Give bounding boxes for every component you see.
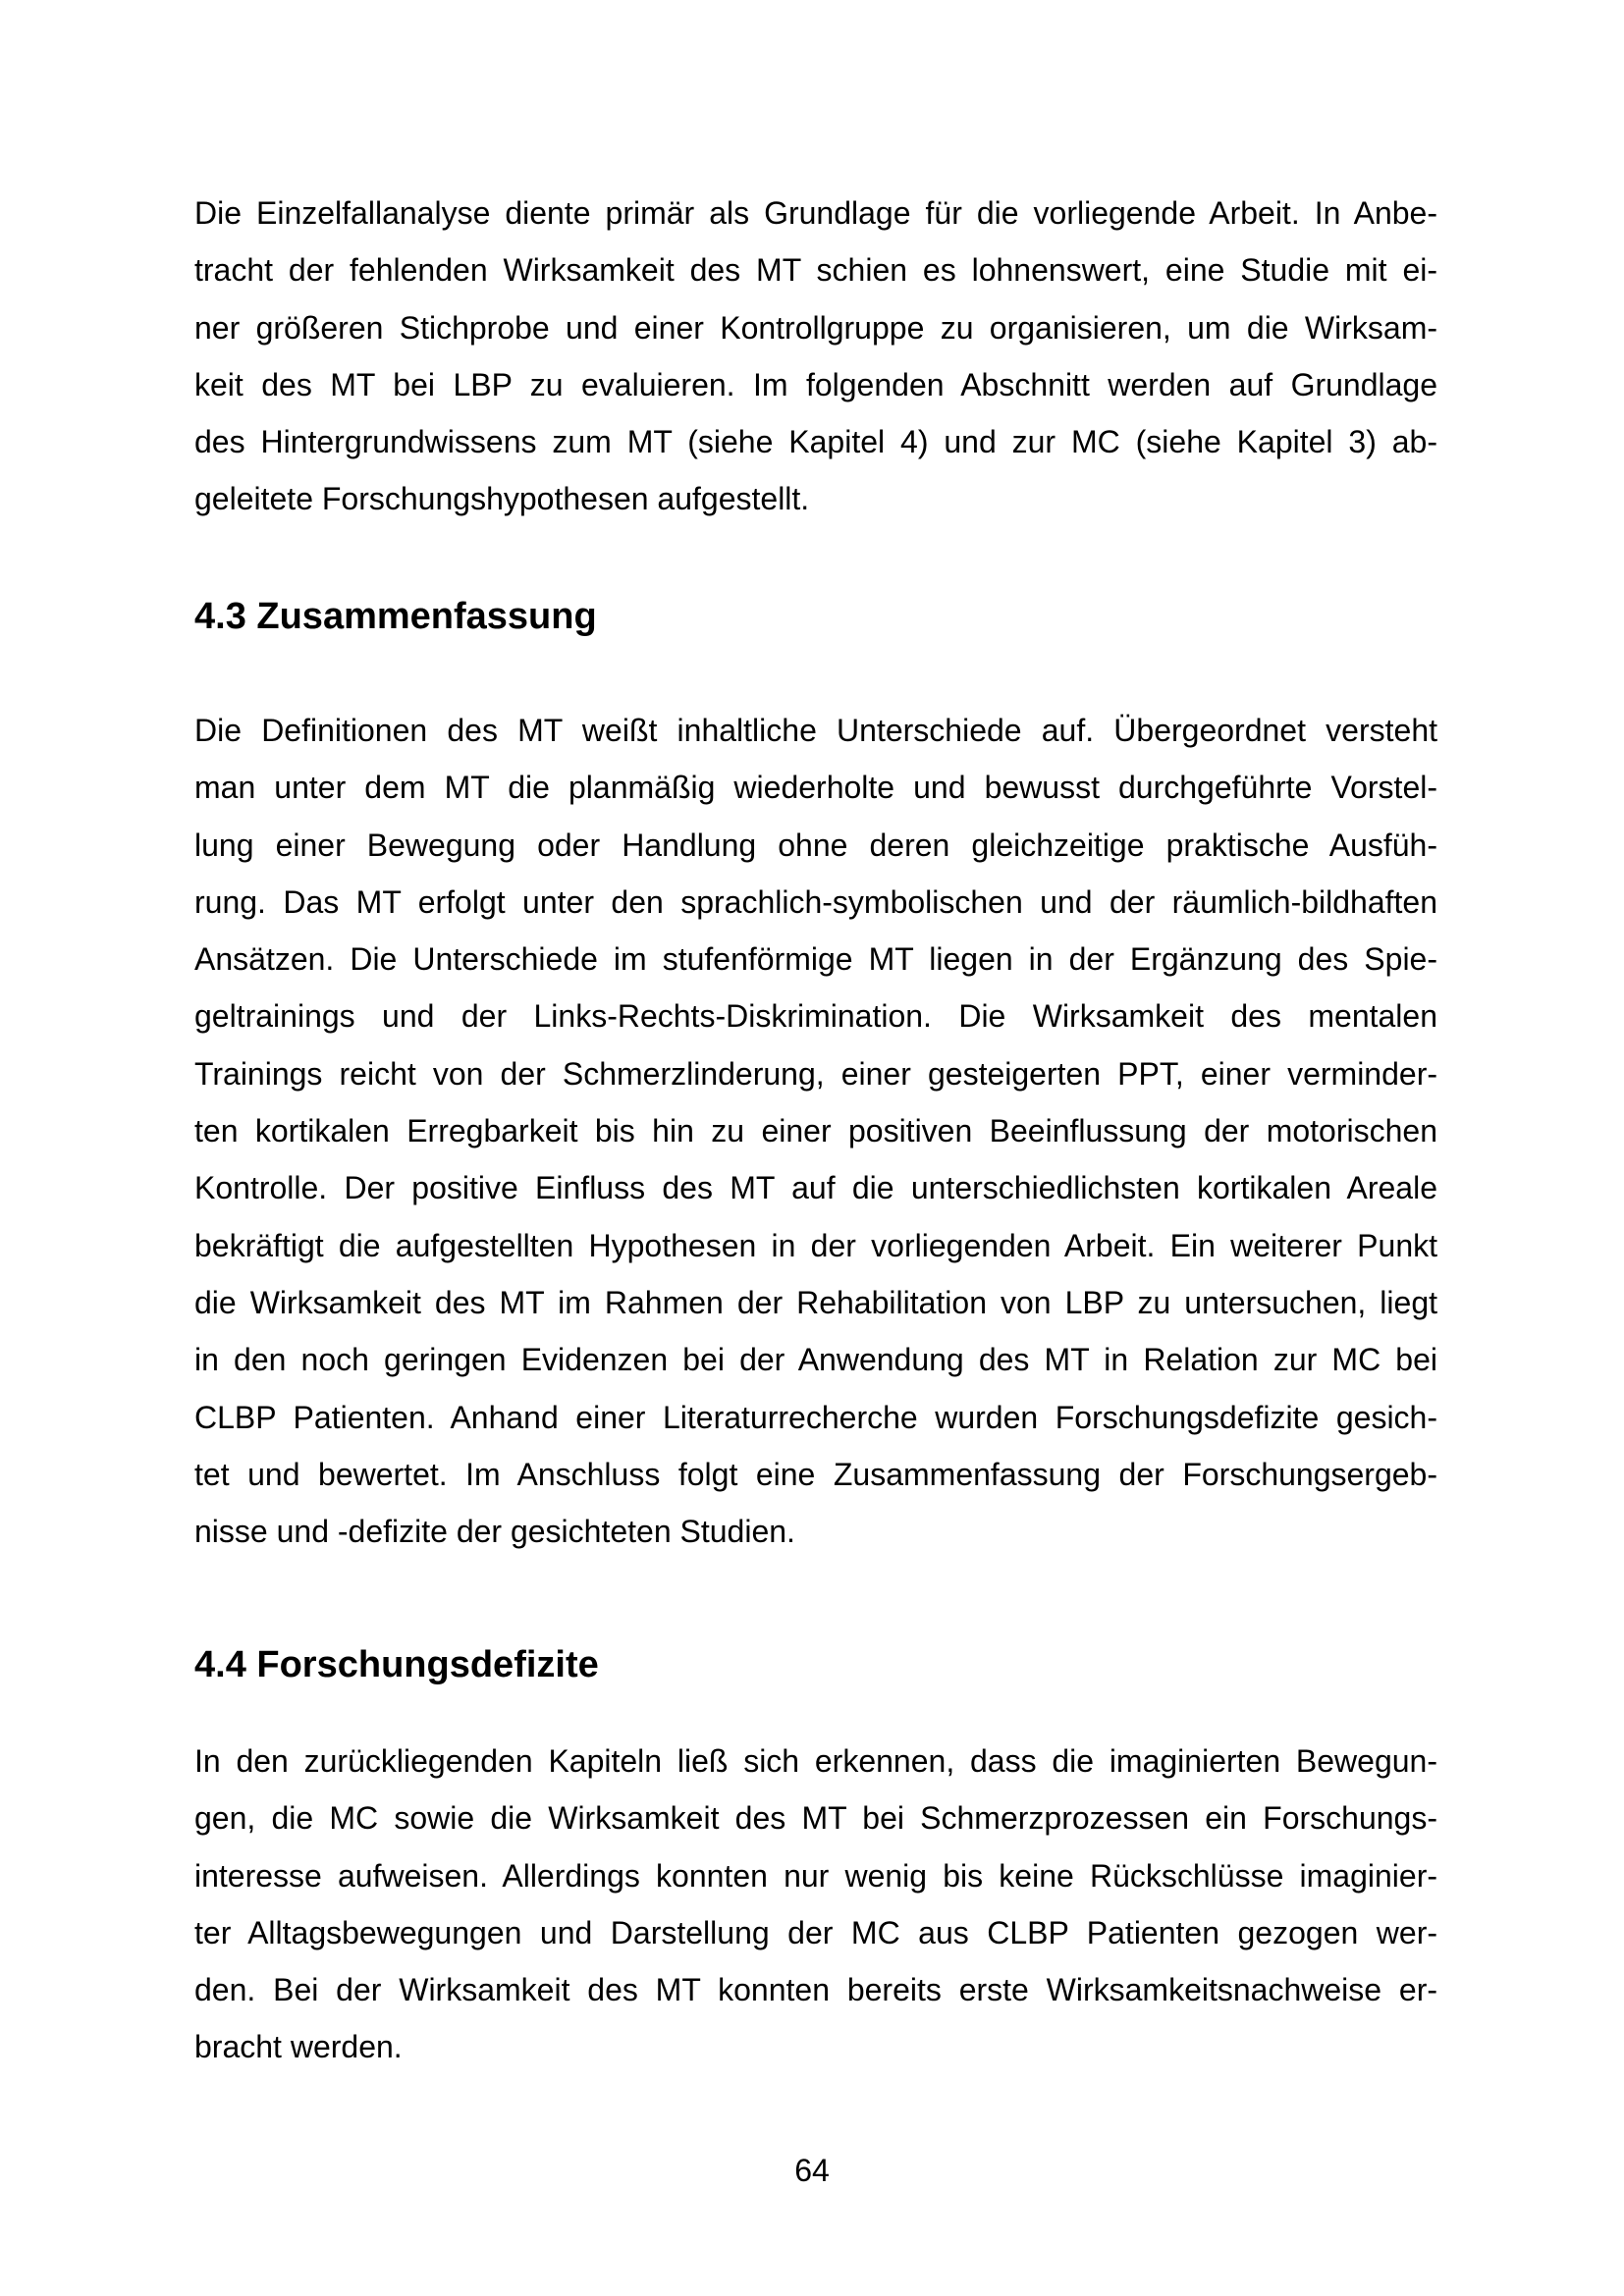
text-line: ter Alltagsbewegungen und Darstellung der MC aus CLBP Patienten gezogen wer- — [194, 1914, 1437, 1950]
text-line: ten kortikalen Erregbarkeit bis hin zu einer positiven Beeinflussung der motorischen — [194, 1113, 1437, 1149]
page-number: 64 — [794, 2153, 830, 2188]
text-line: Kontrolle. Der positive Einfluss des MT auf die unterschiedlichsten kortikalen Areale — [194, 1170, 1437, 1206]
text-line: ner größeren Stichprobe und einer Kontrollgruppe zu organisieren, um die Wirksam- — [194, 309, 1437, 346]
text-line: die Wirksamkeit des MT im Rahmen der Rehabilitation von LBP zu untersuchen, liegt — [194, 1284, 1437, 1320]
text-line: den. Bei der Wirksamkeit des MT konnten bereits erste Wirksamkeitsnachweise er- — [194, 1972, 1437, 2008]
text-line: bracht werden. — [194, 2029, 403, 2065]
section-heading-zusammenfassung: 4.3 Zusammenfassung — [194, 596, 597, 637]
text-line: Ansätzen. Die Unterschiede im stufenförmige MT liegen in der Ergänzung des Spie- — [194, 941, 1437, 978]
text-line: tracht der fehlenden Wirksamkeit des MT schien es lohnenswert, eine Studie mit ei- — [194, 252, 1437, 289]
paragraph-forschungsdefizite — [194, 1733, 1437, 2076]
text-line: rung. Das MT erfolgt unter den sprachlich-symbolischen und der räumlich-bildhaften — [194, 883, 1437, 920]
text-line: gen, die MC sowie die Wirksamkeit des MT bei Schmerzprozessen ein Forschungs- — [194, 1800, 1437, 1837]
text-line: in den noch geringen Evidenzen bei der Anwendung des MT in Relation zur MC bei — [194, 1342, 1437, 1378]
text-line: des Hintergrundwissens zum MT (siehe Kapitel 4) und zur MC (siehe Kapitel 3) ab- — [194, 424, 1437, 460]
text-line: nisse und -defizite der gesichteten Studien. — [194, 1514, 795, 1550]
text-line: Trainings reicht von der Schmerzlinderung, einer gesteigerten PPT, einer verminder- — [194, 1055, 1437, 1092]
text-line: keit des MT bei LBP zu evaluieren. Im folgenden Abschnitt werden auf Grundlage — [194, 366, 1437, 402]
text-line: geleitete Forschungshypothesen aufgestellt. — [194, 481, 810, 517]
text-line: Die Definitionen des MT weißt inhaltliche Unterschiede auf. Übergeordnet versteht — [194, 713, 1437, 748]
paragraph-intro — [194, 185, 1437, 528]
section-heading-forschungsdefizite: 4.4 Forschungsdefizite — [194, 1644, 599, 1685]
text-line: man unter dem MT die planmäßig wiederholte und bewusst durchgeführte Vorstel- — [194, 770, 1437, 806]
paragraph-zusammenfassung — [194, 702, 1437, 1560]
text-line: bekräftigt die aufgestellten Hypothesen in der vorliegenden Arbeit. Ein weiterer Punkt — [194, 1227, 1437, 1263]
text-line: interesse aufweisen. Allerdings konnten nur wenig bis keine Rückschlüsse imaginier- — [194, 1857, 1437, 1894]
text-line: Die Einzelfallanalyse diente primär als Grundlage für die vorliegende Arbeit. In Anbe- — [194, 195, 1437, 231]
text-line: geltrainings und der Links-Rechts-Diskrimination. Die Wirksamkeit des mentalen — [194, 998, 1437, 1035]
text-line: In den zurückliegenden Kapiteln ließ sich erkennen, dass die imaginierten Bewegun- — [194, 1743, 1437, 1779]
text-line: tet und bewertet. Im Anschluss folgt eine Zusammenfassung der Forschungsergeb- — [194, 1456, 1437, 1492]
text-line: CLBP Patienten. Anhand einer Literaturrecherche wurden Forschungsdefizite gesich- — [194, 1399, 1437, 1435]
text-line: lung einer Bewegung oder Handlung ohne deren gleichzeitige praktische Ausfüh- — [194, 827, 1437, 863]
